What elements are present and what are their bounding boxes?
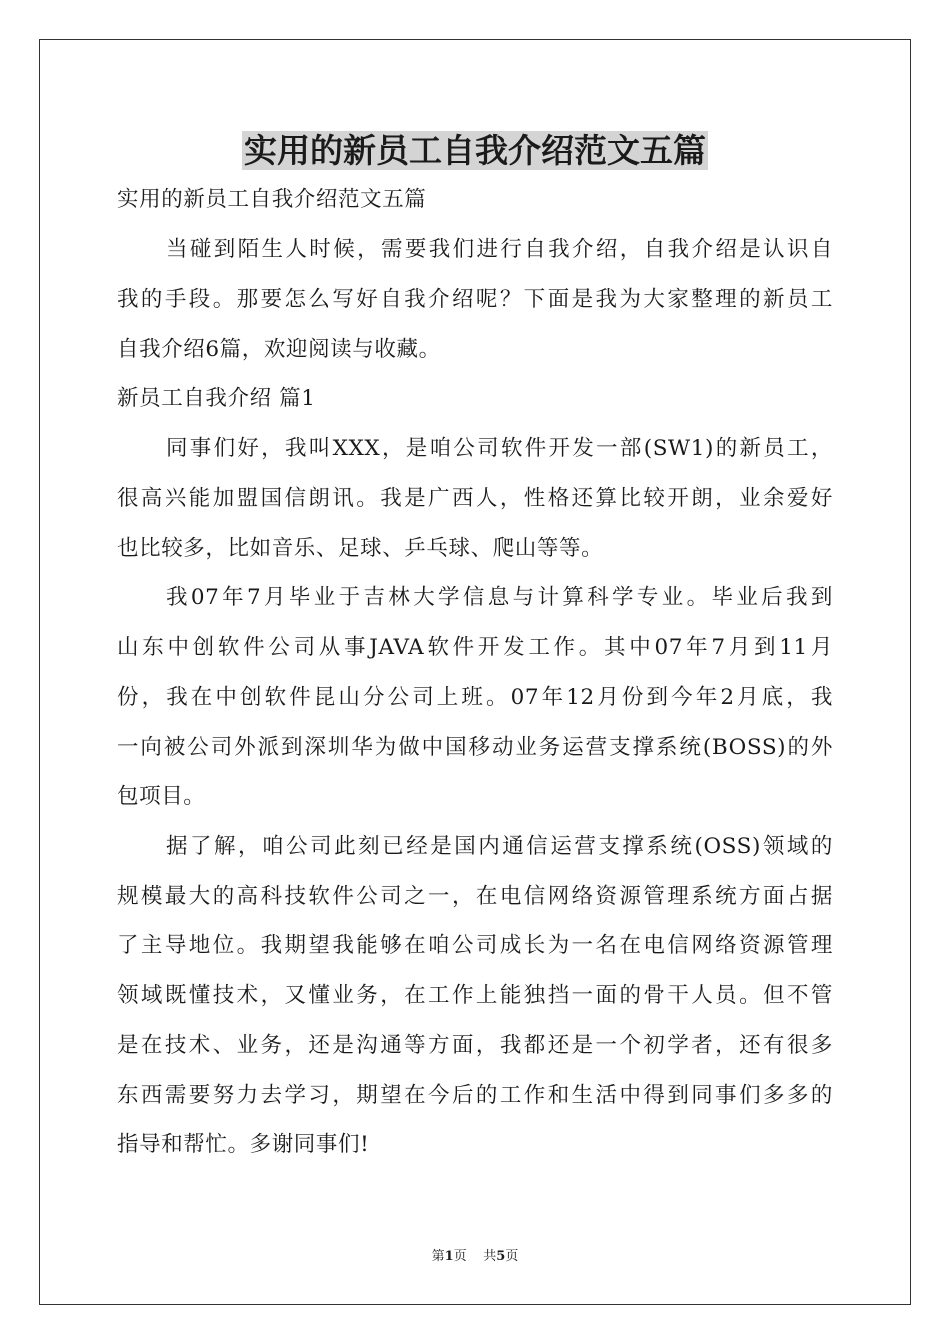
- page-current: 1: [444, 1249, 454, 1264]
- document-title: [0, 128, 950, 174]
- paragraph-line: 了主导地位。我期望我能够在咱公司成长为一名在电信网络资源管理: [117, 933, 833, 958]
- paragraph-line: 同事们好，我叫XXX，是咱公司软件开发一部(SW1)的新员工，: [166, 436, 833, 461]
- paragraph-line: 一向被公司外派到深圳华为做中国移动业务运营支撑系统(BOSS)的外: [117, 735, 833, 760]
- paragraph-line: 领域既懂技术，又懂业务，在工作上能独挡一面的骨干人员。但不管: [117, 983, 833, 1008]
- document-title-text: 实用的新员工自我介绍范文五篇: [244, 131, 706, 170]
- paragraph-line: 自我介绍6篇，欢迎阅读与收藏。: [117, 337, 441, 362]
- paragraph-line: 我的手段。那要怎么写好自我介绍呢？下面是我为大家整理的新员工: [117, 287, 833, 312]
- paragraph-line: 也比较多，比如音乐、足球、乒乓球、爬山等等。: [117, 536, 604, 561]
- page-suffix: 页: [453, 1249, 467, 1264]
- total-prefix: 共: [483, 1249, 497, 1264]
- section-heading: 新员工自我介绍 篇1: [117, 386, 316, 411]
- paragraph-line: 份，我在中创软件昆山分公司上班。07年12月份到今年2月底，我: [117, 685, 833, 710]
- paragraph-line: 山东中创软件公司从事JAVA软件开发工作。其中07年7月到11月: [117, 635, 833, 660]
- paragraph-line: 东西需要努力去学习，期望在今后的工作和生活中得到同事们多多的: [117, 1083, 833, 1108]
- paragraph-line: 我07年7月毕业于吉林大学信息与计算科学专业。毕业后我到: [166, 585, 833, 610]
- page-total: 5: [496, 1249, 506, 1264]
- paragraph-line: 指导和帮忙。多谢同事们!: [117, 1132, 370, 1157]
- paragraph-line: 包项目。: [117, 784, 206, 809]
- paragraph-line: 是在技术、业务，还是沟通等方面，我都还是一个初学者，还有很多: [117, 1033, 833, 1058]
- page-border: [39, 39, 911, 1305]
- paragraph-line: 规模最大的高科技软件公司之一，在电信网络资源管理系统方面占据: [117, 884, 833, 909]
- paragraph-line: 很高兴能加盟国信朗讯。我是广西人，性格还算比较开朗，业余爱好: [117, 486, 833, 511]
- paragraph-line: 据了解，咱公司此刻已经是国内通信运营支撑系统(OSS)领域的: [166, 834, 833, 859]
- subtitle-line: 实用的新员工自我介绍范文五篇: [117, 187, 427, 212]
- total-suffix: 页: [505, 1249, 519, 1264]
- paragraph-line: 当碰到陌生人时候，需要我们进行自我介绍，自我介绍是认识自: [166, 237, 833, 262]
- page-prefix: 第: [431, 1249, 445, 1264]
- page-footer: [0, 1248, 950, 1266]
